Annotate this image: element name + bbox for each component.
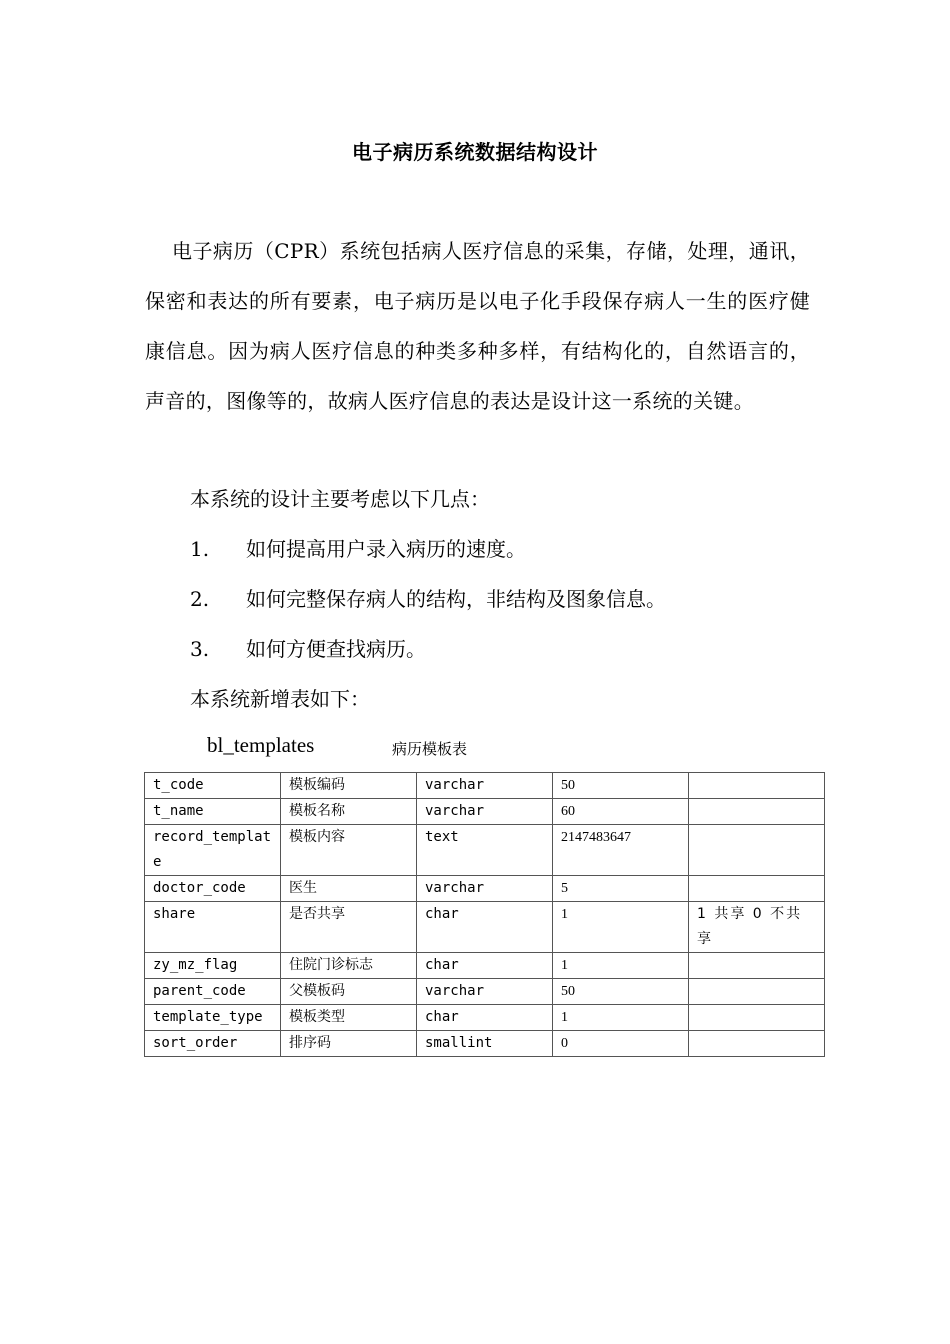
column-length-cell: 1 xyxy=(553,902,689,953)
table-row xyxy=(145,1005,825,1031)
column-label-cell: 模板编码 xyxy=(281,773,417,799)
column-type-cell: smallint xyxy=(417,1031,553,1057)
intro-paragraph: 电子病历（CPR）系统包括病人医疗信息的采集，存储，处理，通讯，保密和表达的所有要素，电子病历是以电子化手段保存病人一生的医疗健康信息。因为病人医疗信息的种类多种多样，有结构化的，自然语言的，声音的，图像等的，故病人医疗信息的表达是设计这一系统的关键。 xyxy=(145,239,810,413)
column-type-cell: char xyxy=(417,1005,553,1031)
column-note-cell xyxy=(689,799,825,825)
table-row xyxy=(145,773,825,799)
considerations-intro: 本系统的设计主要考虑以下几点： xyxy=(190,487,490,511)
new-tables-intro: 本系统新增表如下： xyxy=(190,687,370,711)
column-label-cell: 模板类型 xyxy=(281,1005,417,1031)
column-name-cell: share xyxy=(145,902,281,953)
list-item xyxy=(190,534,526,564)
list-item-number: 1. xyxy=(190,537,210,561)
column-label-cell: 排序码 xyxy=(281,1031,417,1057)
table-row xyxy=(145,979,825,1005)
column-length-cell: 0 xyxy=(553,1031,689,1057)
column-name-cell: t_name xyxy=(145,799,281,825)
column-type-cell: char xyxy=(417,953,553,979)
column-note-cell xyxy=(689,773,825,799)
list-item xyxy=(190,634,426,664)
column-name-cell: sort_order xyxy=(145,1031,281,1057)
list-item-number: 3. xyxy=(190,637,210,661)
list-item-number: 2. xyxy=(190,587,210,611)
column-note-cell xyxy=(689,979,825,1005)
table-name: bl_templates xyxy=(207,733,315,757)
column-note-cell xyxy=(689,876,825,902)
column-note-cell xyxy=(689,825,825,876)
column-type-cell: varchar xyxy=(417,876,553,902)
column-label-cell: 是否共享 xyxy=(281,902,417,953)
column-label-cell: 模板内容 xyxy=(281,825,417,876)
table-row xyxy=(145,825,825,876)
list-item xyxy=(190,584,666,614)
column-name-cell: template_type xyxy=(145,1005,281,1031)
column-length-cell: 60 xyxy=(553,799,689,825)
column-note-cell xyxy=(689,953,825,979)
column-name-cell: t_code xyxy=(145,773,281,799)
column-type-cell: varchar xyxy=(417,799,553,825)
column-length-cell: 2147483647 xyxy=(553,825,689,876)
column-name-cell: record_template xyxy=(145,825,281,876)
column-label-cell: 模板名称 xyxy=(281,799,417,825)
table-row xyxy=(145,953,825,979)
column-type-cell: varchar xyxy=(417,979,553,1005)
column-type-cell: text xyxy=(417,825,553,876)
column-length-cell: 50 xyxy=(553,979,689,1005)
document-title: 电子病历系统数据结构设计 xyxy=(352,140,598,164)
table-row xyxy=(145,902,825,953)
list-item-text: 如何方便查找病历。 xyxy=(246,637,426,661)
list-item-text: 如何完整保存病人的结构，非结构及图象信息。 xyxy=(246,587,666,611)
list-item-text: 如何提高用户录入病历的速度。 xyxy=(246,537,526,561)
column-type-cell: varchar xyxy=(417,773,553,799)
column-label-cell: 医生 xyxy=(281,876,417,902)
column-name-cell: doctor_code xyxy=(145,876,281,902)
column-type-cell: char xyxy=(417,902,553,953)
column-note-cell xyxy=(689,1005,825,1031)
table-row xyxy=(145,876,825,902)
column-length-cell: 1 xyxy=(553,953,689,979)
column-label-cell: 父模板码 xyxy=(281,979,417,1005)
column-label-cell: 住院门诊标志 xyxy=(281,953,417,979)
column-length-cell: 5 xyxy=(553,876,689,902)
column-note-cell: 1 共享 0 不共享 xyxy=(689,902,825,953)
table-description: 病历模板表 xyxy=(392,740,468,758)
column-name-cell: parent_code xyxy=(145,979,281,1005)
column-length-cell: 1 xyxy=(553,1005,689,1031)
column-note-cell xyxy=(689,1031,825,1057)
column-name-cell: zy_mz_flag xyxy=(145,953,281,979)
schema-table xyxy=(144,772,825,1057)
table-row xyxy=(145,799,825,825)
schema-table-body xyxy=(145,773,825,1057)
table-row xyxy=(145,1031,825,1057)
column-length-cell: 50 xyxy=(553,773,689,799)
